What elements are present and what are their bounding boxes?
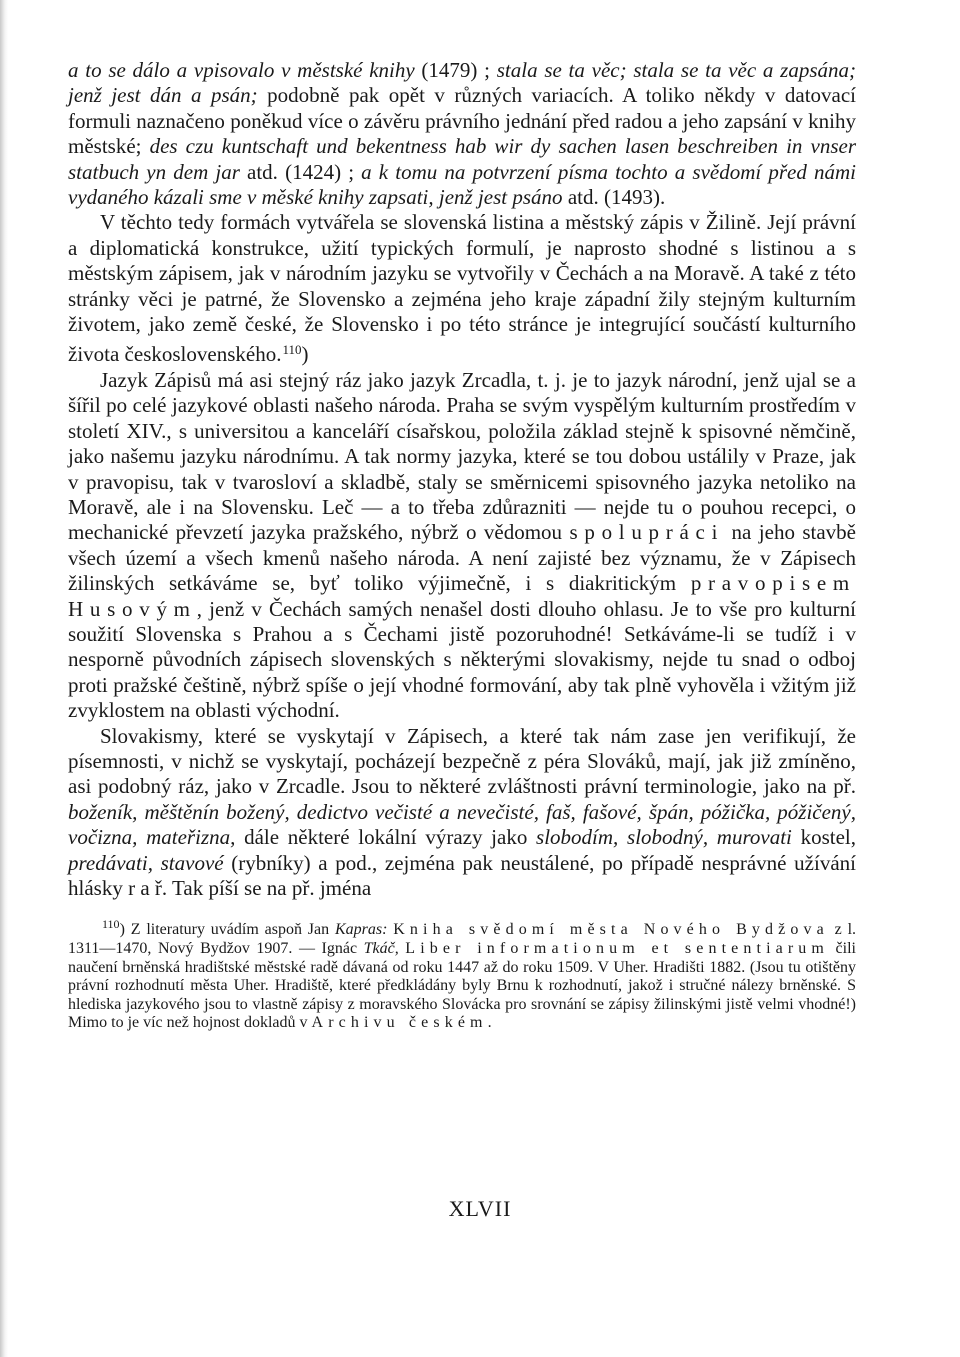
- footnote-reference: 110: [102, 917, 120, 932]
- text-run: atd. (1493).: [562, 185, 666, 210]
- spaced-emphasis-text: Liber informationum et sententiarum: [405, 940, 829, 957]
- text-run: ) Z literatury uvádím aspoň Jan: [119, 921, 335, 939]
- italic-text: des czu kuntschaft und bekentness hab wir dy sachen lasen beschreiben in vnser statbuch yn dem jar: [68, 134, 856, 184]
- footnotes: [68, 915, 856, 1033]
- paragraph-4: [68, 724, 856, 902]
- italic-text: boženík, měštěnín božený, dedictvo večisté a nevečisté, faš, fašové, špán, póžička, póžičený, vočizna, mateřizna,: [68, 799, 856, 850]
- page-content: [68, 58, 856, 1033]
- text-run: z l. 1311—1470, Nový Bydžov 1907. — Ignác: [68, 921, 857, 957]
- text-run: Jazyk Zápisů má asi stejný ráz jako jazyk Zrcadla, t. j. je to jazyk národní, jenž ujal se a šířil po celé jazykové oblasti našeho národa. Praha se svým vyspělým kulturním prostředím v století XIV., s universitou a kanceláří císařskou, položila základ stejně k spisovné němčině, jako našemu jazyku národnímu. A tak normy jazyka, které se tou dobou ustálily v Praze, jak v pravopisu, tak v tvarosloví a skladbě, staly se směrnicemi spisovného jazyka netoliko na Moravě, ale i na Slovensku. Leč — a to třeba zdůrazniti — nejde tu o pouhou recepci, o mechanické převzetí jazyka pražského, nýbrž o vědomou: [68, 367, 856, 545]
- paragraph-1: [68, 58, 856, 210]
- spaced-emphasis-text: Archivu českém: [311, 1014, 488, 1032]
- italic-text: stala se ta věc; stala se ta věc a zapsána; jenž jest dán a psán;: [68, 58, 857, 108]
- italic-text: a k tomu na potvrzení písma tochto a svědomí před námi vydaného kázali sme v měské knihy zapsati, jenž jest psáno: [68, 159, 856, 210]
- text-run: (rybníky) a pod., zejména pak neustálené, po případě nesprávné užívání hlásky r a ř. Tak píší se na př. jména: [68, 850, 856, 900]
- italic-text: a to se dálo a vpisovalo v městské knihy: [68, 58, 415, 82]
- text-run: atd. (1424) ;: [239, 159, 362, 184]
- italic-text: slobodím, slobodný, murovati: [536, 825, 792, 850]
- spaced-emphasis-text: Kniha svědomí města Nového Bydžova: [393, 921, 829, 939]
- text-run: .: [487, 1014, 492, 1032]
- text-run: , jenž v Čechách samých nenašel dosti dlouho ohlasu. Je to vše pro kulturní soužití Slovenska s Prahou a s Čechami jistě pozoruhodné! Setkáváme-li se tudíž i v nesporně původních zápisech slovenských s některými slovakismy, nejde tu snad o odboj proti pražské češtině, nýbrž spíše o její vhodné formování, aby tak plně vyhověla i vžitým již zvyklostem na oblasti východní.: [68, 596, 856, 723]
- footnote-110: [68, 915, 856, 1033]
- text-run: na jeho stavbě všech území a všech kmenů našeho národa. A není zajisté bez významu, že v Zápisech žilinských setkáváme se, byť toliko výjimečně, i s diakritickým: [68, 520, 857, 596]
- text-run: kostel,: [791, 825, 856, 850]
- scan-edge-shadow: [0, 0, 8, 1357]
- italic-text: predávati, stavové: [68, 850, 224, 875]
- page-number: XLVII: [448, 1196, 512, 1221]
- spaced-emphasis-text: pravopisem Husovým: [68, 571, 856, 621]
- spaced-emphasis-text: spolupráci: [569, 520, 725, 545]
- text-run: Slovakismy, které se vyskytají v Zápisech, a které tak nám zase jen verifikují, že písemnosti, v nichž se vyskytají, pocházejí bezpečně z péra Slováků, mají, jak již zmíněno, asi podobný ráz, jako v Zrcadle. Jsou to některé zvláštnosti právní terminologie, jako na př.: [68, 723, 856, 799]
- footnote-reference: 110: [282, 342, 302, 358]
- text-run: (1479) ;: [414, 58, 497, 82]
- main-text: [68, 58, 856, 901]
- italic-text: Tkáč,: [363, 940, 399, 957]
- text-run: čili naučení brněnská hradištské městské radě dávaná od roku 1447 až do roku 1509. V Uher. Hradišti 1882. (Jsou tu otištěny právní rozhodnutí města Uher. Hradiště, které předkládány byly Brnu k rozhodnutí, jakož i stručné nálezy brněnské. S hlediska jazykového jsou to vlastně zápisy z moravského Slovácka pro srovnání se zápisy žilinskými jistě velmi vhodné!) Mimo to je víc než hojnost dokladů v: [68, 940, 856, 1032]
- italic-text: Kapras:: [334, 921, 388, 939]
- text-run: ): [301, 342, 309, 367]
- text-run: podobně pak opět v různých variacích. A toliko někdy v datovací formuli naznačeno poněkud více o závěru právního jednání před radou a jeho zapsání v knihy městské;: [68, 83, 857, 159]
- paragraph-2: [68, 210, 856, 367]
- text-run: dále některé lokální výrazy jako: [235, 825, 537, 850]
- text-run: V těchto tedy formách vytvářela se slovenská listina a městský zápis v Žilině. Její právní a diplomatická konstrukce, užití typických formulí, je naprosto shodné s listinou a s městským zápisem, jak v národním jazyku se vytvořily v Čechách a na Moravě. A také z této stránky věci je patrné, že Slovensko a zejména jeho kraje západní žily stejným kulturním životem, jako země české, že Slovensko i po této stránce je integrující součástí kulturního života československého.: [68, 210, 856, 367]
- paragraph-3: [68, 368, 856, 724]
